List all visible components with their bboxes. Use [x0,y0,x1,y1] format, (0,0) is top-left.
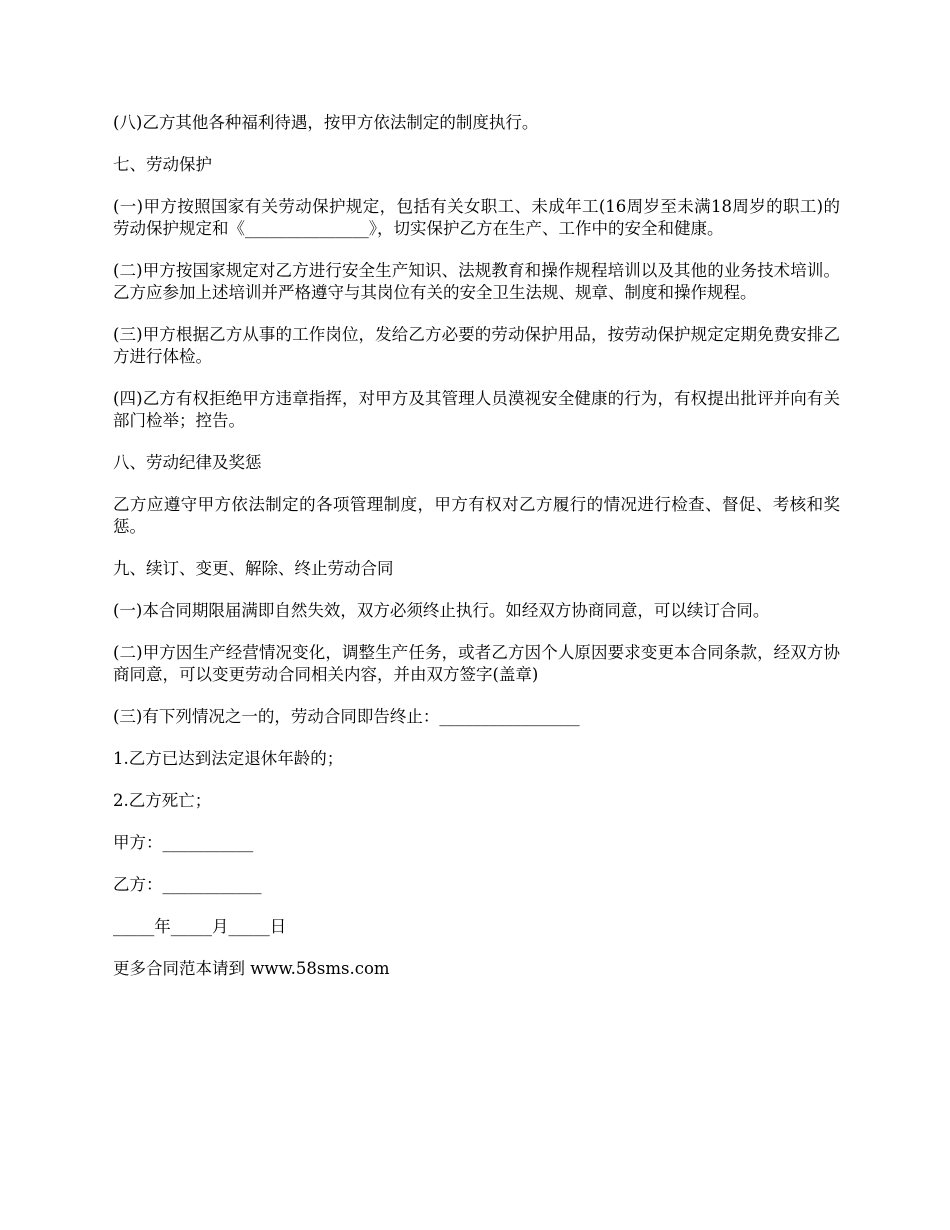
paragraph-protection-4: (四)乙方有权拒绝甲方违章指挥，对甲方及其管理人员漠视安全健康的行为，有权提出批评并向有关部门检举；控告。 [113,389,840,430]
paragraph-protection-2: (二)甲方按国家规定对乙方进行安全生产知识、法规教育和操作规程培训以及其他的业务技术培训。乙方应参加上述培训并严格遵守与其岗位有关的安全卫生法规、规章、制度和操作规程。 [113,261,840,302]
list-item-retirement: 1.乙方已达到法定退休年龄的； [113,749,344,768]
paragraph-protection-1: (一)甲方按照国家有关劳动保护规定，包括有关女职工、未成年工(16周岁至未满18周岁的职工)的劳动保护规定和《_______________》，切实保护乙方在生产、工作中的安全和健康。 [113,197,840,238]
heading-labor-protection: 七、劳动保护 [113,155,212,174]
footer-more-templates: 更多合同范本请到 www.58sms.com [113,959,390,978]
signature-party-a: 甲方：___________ [113,833,254,852]
paragraph-contract-1: (一)本合同期限届满即自然失效，双方必须终止执行。如经双方协商同意，可以续订合同。 [113,601,770,620]
signature-party-b: 乙方：____________ [113,875,262,894]
document-body [113,112,840,1000]
heading-discipline: 八、劳动纪律及奖惩 [113,453,262,472]
paragraph-contract-3: (三)有下列情况之一的，劳动合同即告终止：_________________ [113,707,580,726]
date-line: _____年_____月_____日 [113,917,287,936]
paragraph-welfare: (八)乙方其他各种福利待遇，按甲方依法制定的制度执行。 [113,113,539,132]
paragraph-protection-3: (三)甲方根据乙方从事的工作岗位，发给乙方必要的劳动保护用品，按劳动保护规定定期免费安排乙方进行体检。 [113,325,840,366]
paragraph-contract-2: (二)甲方因生产经营情况变化，调整生产任务，或者乙方因个人原因要求变更本合同条款，经双方协商同意，可以变更劳动合同相关内容，并由双方签字(盖章) [113,643,840,684]
paragraph-discipline: 乙方应遵守甲方依法制定的各项管理制度，甲方有权对乙方履行的情况进行检查、督促、考核和奖惩。 [113,495,840,536]
list-item-death: 2.乙方死亡； [113,791,212,810]
heading-contract-changes: 九、续订、变更、解除、终止劳动合同 [113,559,394,578]
